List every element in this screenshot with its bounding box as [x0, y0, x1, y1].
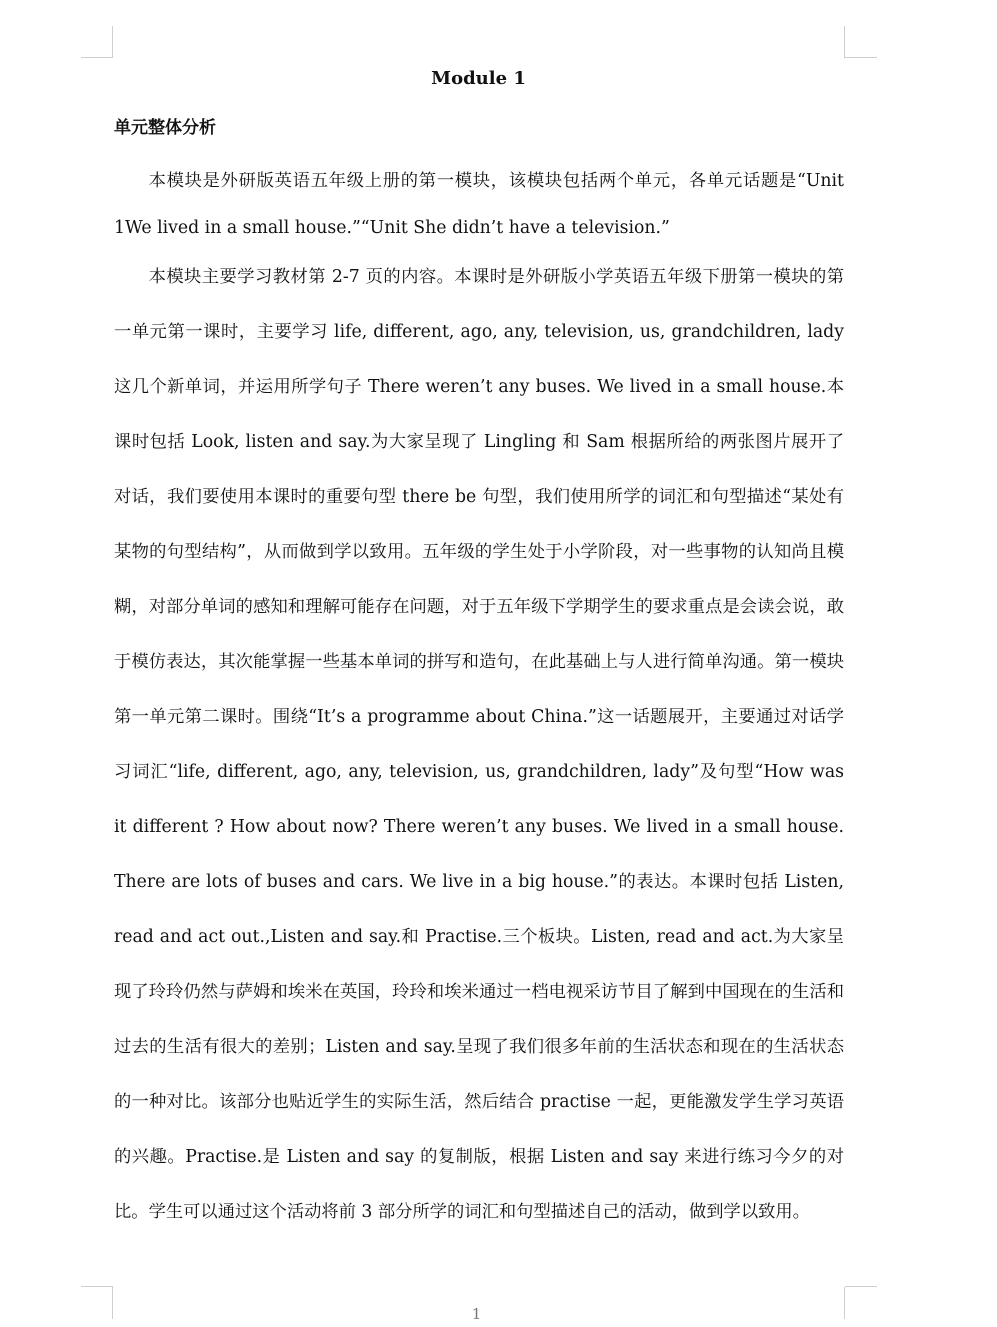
document-body [114, 158, 844, 1240]
crop-mark [845, 1286, 877, 1287]
crop-mark [112, 26, 113, 58]
page-number: 1 [471, 1305, 482, 1323]
paragraph: 本模块主要学习教材第 2-7 页的内容。本课时是外研版小学英语五年级下册第一模块的第一单元第一课时，主要学习 life, different, ago, any, television, us, grandchildren, lady 这几个新单词，并运用所学句子 There weren’t any buses. We lived in a small house.本课时包括 Look, listen and say.为大家呈现了 Lingling 和 Sam 根据所给的两张图片展开了对话，我们要使用本课时的重要句型 there be 句型，我们使用所学的词汇和句型描述“某处有某物的句型结构”，从而做到学以致用。五年级的学生处于小学阶段，对一些事物的认知尚且模糊，对部分单词的感知和理解可能存在问题，对于五年级下学期学生的要求重点是会读会说，敢于模仿表达，其次能掌握一些基本单词的拼写和造句，在此基础上与人进行简单沟通。第一模块第一单元第二课时。围绕“It’s a programme about China.”这一话题展开，主要通过对话学习词汇“life, different, ago, any, television, us, grandchildren, lady”及句型“How was it different ? How about now? There weren’t any buses. We lived in a small house. There are lots of buses and cars. We live in a big house.”的表达。本课时包括 Listen, read and act out.,Listen and say.和 Practise.三个板块。Listen, read and act.为大家呈现了玲玲仍然与萨姆和埃米在英国，玲玲和埃米通过一档电视采访节目了解到中国现在的生活和过去的生活有很大的差别；Listen and say.呈现了我们很多年前的生活状态和现在的生活状态的一种对比。该部分也贴近学生的实际生活，然后结合 practise 一起，更能激发学生学习英语的兴趣。Practise.是 Listen and say 的复制版，根据 Listen and say 来进行练习今夕的对比。学生可以通过这个活动将前 3 部分所学的词汇和句型描述自己的活动，做到学以致用。 [114, 267, 844, 1222]
crop-mark [844, 26, 845, 58]
crop-mark [81, 1286, 113, 1287]
crop-mark [81, 57, 113, 58]
paragraph: 本模块是外研版英语五年级上册的第一模块，该模块包括两个单元，各单元话题是“Unit 1We lived in a small house.”“Unit She didn’t have a television.” [114, 171, 844, 238]
document-title: Module 1 [431, 68, 526, 89]
section-heading: 单元整体分析 [114, 118, 216, 138]
crop-mark [845, 57, 877, 58]
